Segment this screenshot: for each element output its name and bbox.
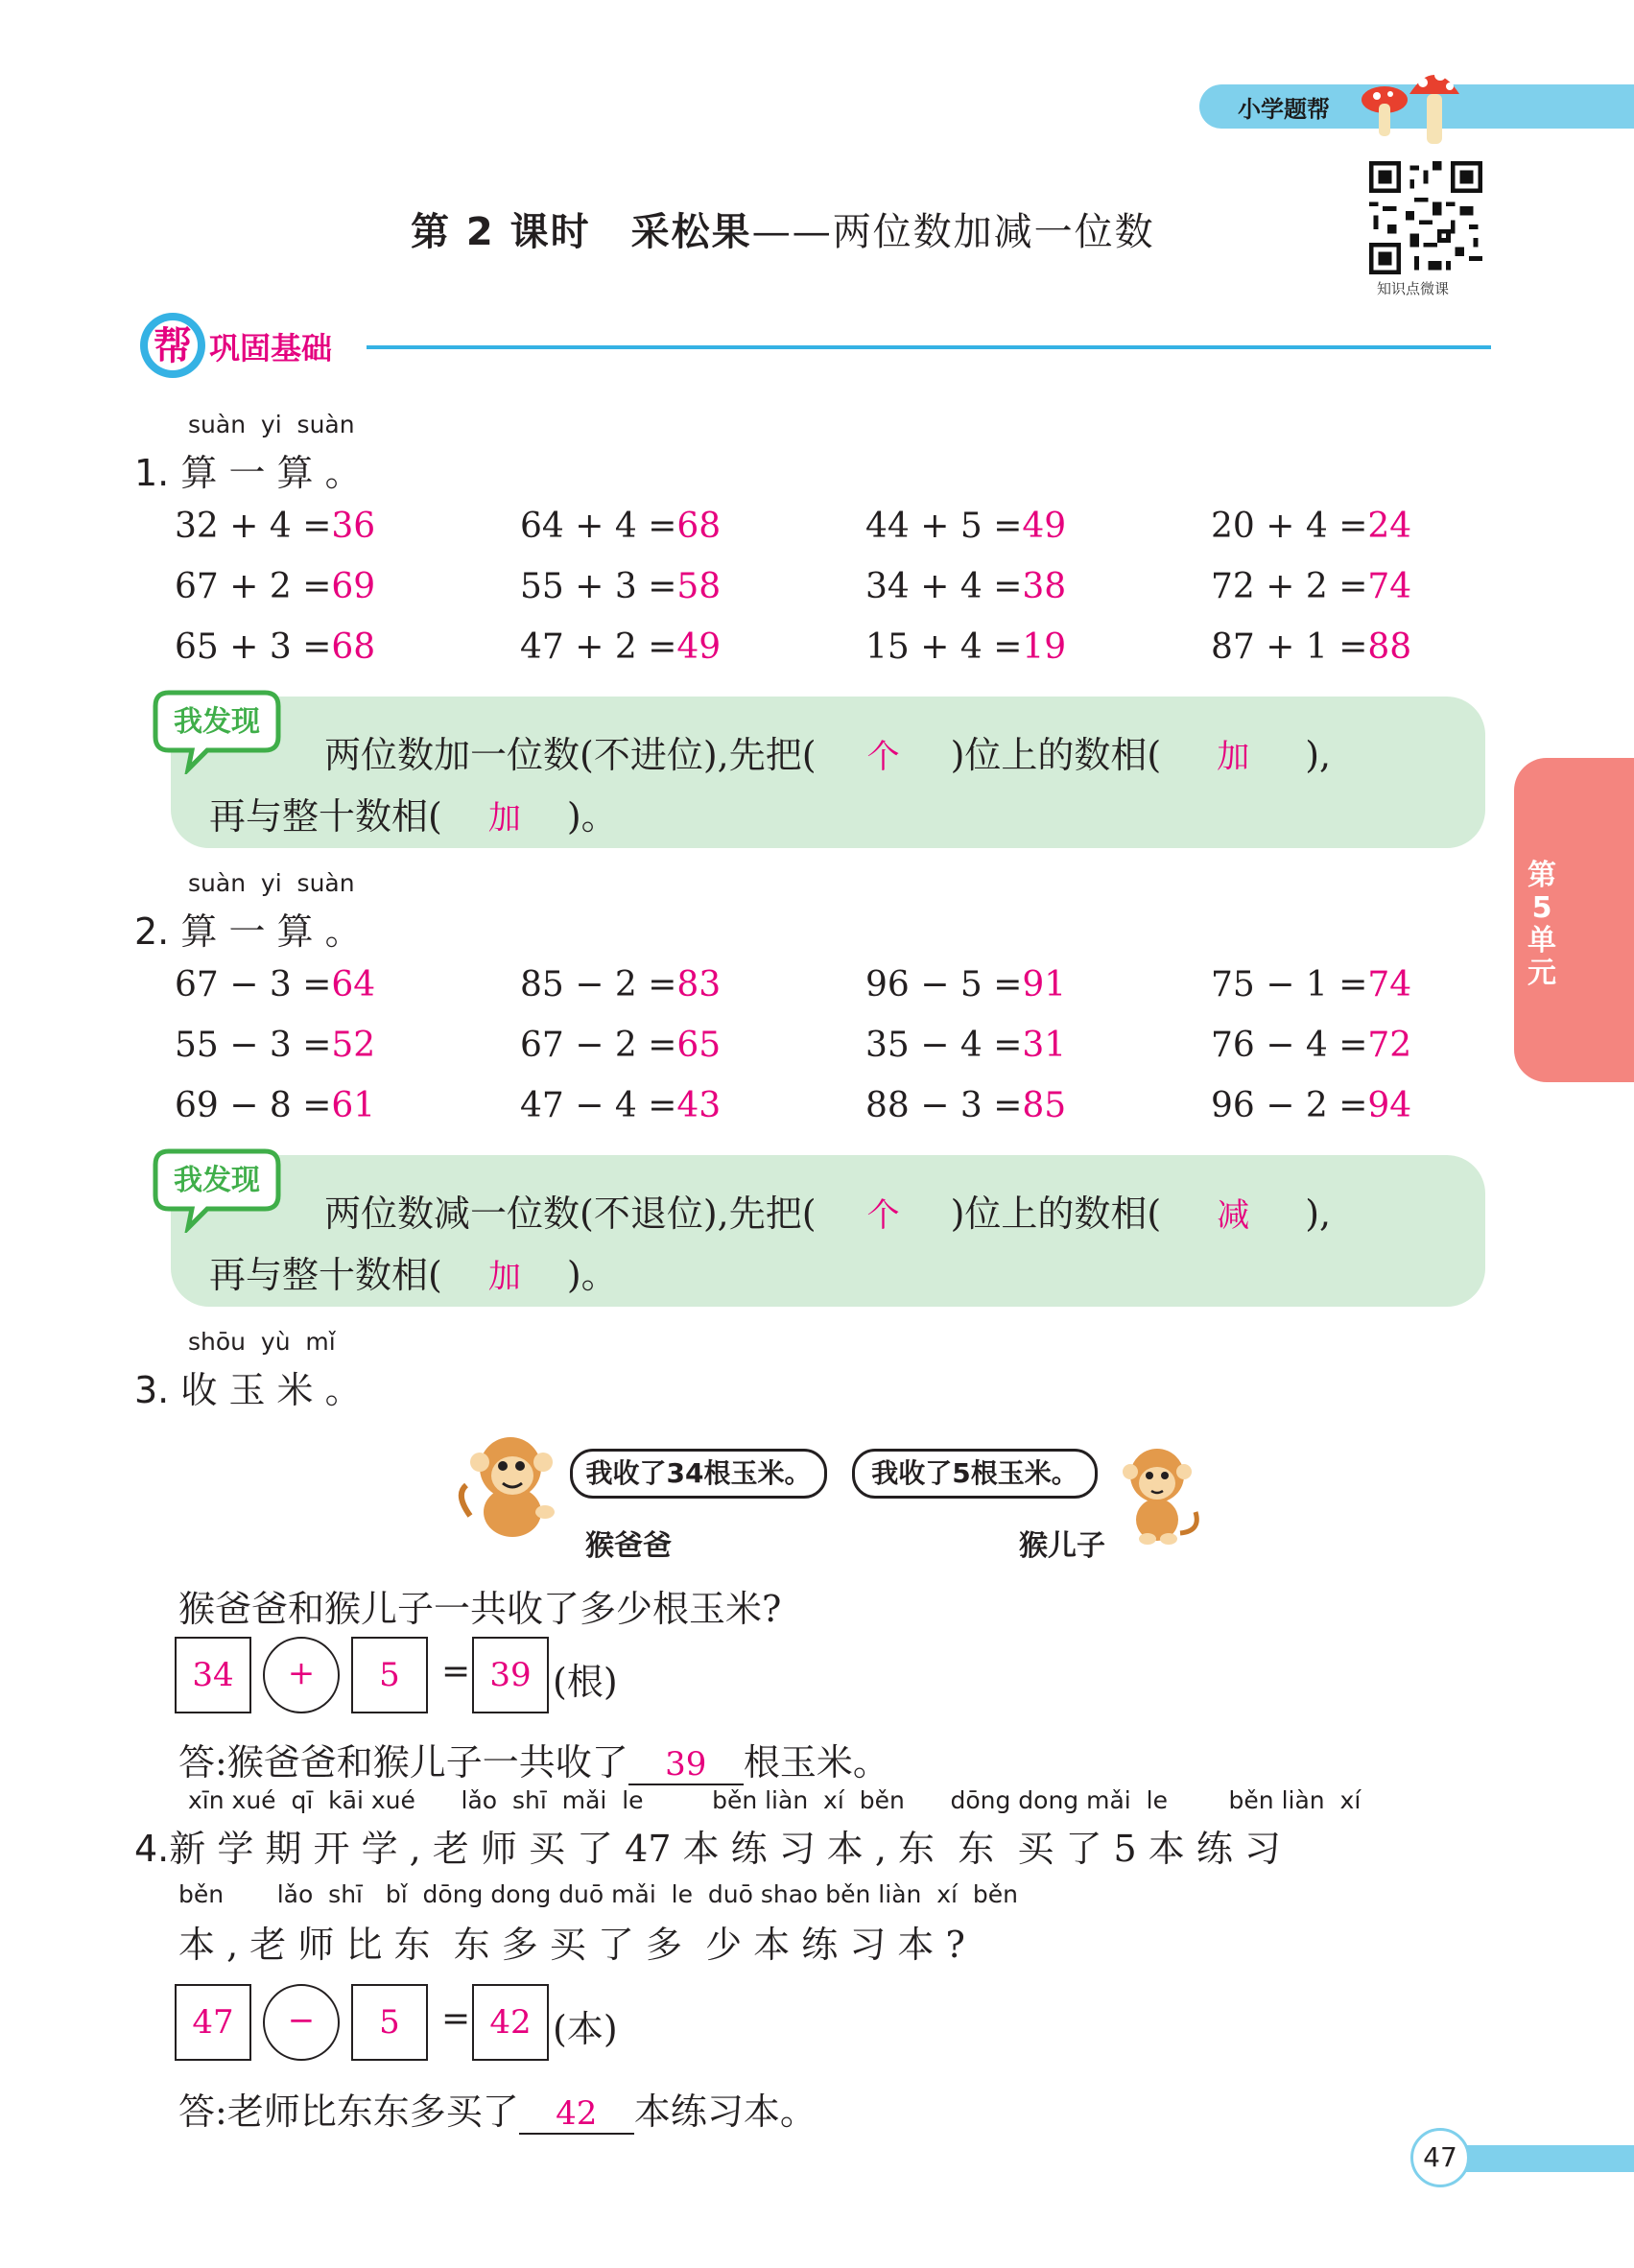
q2-pinyin: suàn yi suàn xyxy=(188,869,355,897)
equation xyxy=(865,1086,1066,1125)
unit-label: (根) xyxy=(553,1661,618,1703)
discover-fill: 个 xyxy=(866,1196,900,1235)
discover-text: ), xyxy=(1305,1193,1332,1235)
unit-label: (本) xyxy=(553,2008,618,2050)
equation xyxy=(520,627,721,667)
equation xyxy=(520,567,721,606)
equation-answer: 38 xyxy=(1022,567,1067,606)
discover-badge-text: 我发现 xyxy=(174,1164,260,1197)
equation-answer: 94 xyxy=(1367,1086,1412,1125)
equation-expr: 44 + 5 = xyxy=(865,507,1023,546)
equation-answer: 74 xyxy=(1367,965,1412,1004)
equation-expr: 85 − 2 = xyxy=(520,965,677,1004)
equation-answer: 65 xyxy=(676,1026,722,1065)
equation xyxy=(1211,965,1411,1004)
q1-text: 算 一 算 。 xyxy=(180,452,362,494)
speech-bubble-son: 我收了5根玉米。 xyxy=(852,1449,1098,1499)
operator-circle[interactable]: − xyxy=(263,1984,340,2061)
monkey-dad-icon xyxy=(453,1428,570,1543)
lesson-title xyxy=(411,201,1155,256)
answer-box[interactable]: 34 xyxy=(175,1637,251,1713)
discover-text: 再与整十数相( xyxy=(209,1254,442,1296)
answer-box[interactable]: 5 xyxy=(351,1637,428,1713)
answer-blank[interactable]: 42 xyxy=(519,2094,634,2135)
answer-text: 根玉米。 xyxy=(743,1741,889,1784)
answer-text: 答:猴爸爸和猴儿子一共收了 xyxy=(178,1741,628,1784)
equation-answer: 68 xyxy=(331,627,376,667)
equation-expr: 55 + 3 = xyxy=(520,567,677,606)
discover-text: )位上的数相( xyxy=(950,734,1162,776)
equation-expr: 64 + 4 = xyxy=(520,507,677,546)
equation-answer: 61 xyxy=(331,1086,376,1125)
discover-fill: 加 xyxy=(1217,738,1250,776)
equation xyxy=(1211,507,1411,546)
answer-box[interactable]: 42 xyxy=(472,1984,549,2061)
equation-expr: 67 + 2 = xyxy=(175,567,332,606)
q4-text-line1: 新 学 期 开 学 , 老 师 买 了 47 本 练 习 本 , 东 东 买 了 5 本 练 习 xyxy=(169,1828,1281,1870)
q4-pinyin-line2: běn lǎo shī bǐ dōng dong duō mǎi le duō shao běn liàn xí běn xyxy=(178,1880,1018,1908)
equation xyxy=(1211,1086,1411,1125)
equation-expr: 47 + 2 = xyxy=(520,627,677,667)
monkey-son-icon xyxy=(1113,1439,1205,1547)
equation-answer: 52 xyxy=(331,1026,376,1065)
equation xyxy=(175,1086,375,1125)
equation xyxy=(1211,1026,1411,1065)
q3-number: 3. xyxy=(134,1369,170,1411)
q4-line2: 本 , 老 师 比 东 东 多 买 了 多 少 本 练 习 本 ? xyxy=(178,1924,965,1966)
equation-answer: 64 xyxy=(331,965,376,1004)
q3-question: 猴爸爸和猴儿子一共收了多少根玉米? xyxy=(178,1588,782,1630)
equation-expr: 67 − 3 = xyxy=(175,965,332,1004)
q1-number: 1. xyxy=(134,452,170,494)
q4-line1 xyxy=(134,1819,1281,1872)
answer-text: 本练习本。 xyxy=(633,2091,817,2133)
equation xyxy=(1211,627,1411,667)
equation xyxy=(175,507,375,546)
discover-fill: 减 xyxy=(1217,1196,1250,1235)
equation-answer: 91 xyxy=(1022,965,1067,1004)
equation-expr: 87 + 1 = xyxy=(1211,627,1368,667)
equation xyxy=(175,1026,375,1065)
answer-box[interactable]: 39 xyxy=(472,1637,549,1713)
qr-caption: 知识点微课 xyxy=(1377,280,1450,297)
q3-answer xyxy=(178,1733,889,1785)
equation-expr: 75 − 1 = xyxy=(1211,965,1368,1004)
equation xyxy=(865,627,1066,667)
equation-expr: 35 − 4 = xyxy=(865,1026,1023,1065)
equation xyxy=(520,1026,721,1065)
equation xyxy=(175,627,375,667)
equation xyxy=(175,965,375,1004)
answer-box[interactable]: 47 xyxy=(175,1984,251,2061)
equation-answer: 85 xyxy=(1022,1086,1067,1125)
equation-answer: 74 xyxy=(1367,567,1412,606)
equation-answer: 49 xyxy=(676,627,722,667)
equation-answer: 19 xyxy=(1022,627,1067,667)
equation-expr: 55 − 3 = xyxy=(175,1026,332,1065)
equation-expr: 65 + 3 = xyxy=(175,627,332,667)
discover-text: )。 xyxy=(566,795,618,838)
equation-expr: 69 − 8 = xyxy=(175,1086,332,1125)
discover-text: )位上的数相( xyxy=(950,1193,1162,1235)
q1-discover-line1 xyxy=(324,725,1331,778)
equation xyxy=(520,965,721,1004)
discover-text: 再与整十数相( xyxy=(209,795,442,838)
mushroom-icon xyxy=(1348,56,1473,152)
equation-answer: 69 xyxy=(331,567,376,606)
discover-fill: 个 xyxy=(866,738,900,776)
equation-answer: 43 xyxy=(676,1086,722,1125)
q3-pinyin: shōu yù mǐ xyxy=(188,1328,336,1356)
answer-text: 答:老师比东东多买了 xyxy=(178,2091,519,2133)
equation xyxy=(865,507,1066,546)
q2-text: 算 一 算 。 xyxy=(180,910,362,953)
equation xyxy=(520,1086,721,1125)
qr-code-icon[interactable] xyxy=(1367,161,1484,274)
q2-number: 2. xyxy=(134,910,170,953)
operator-circle[interactable]: + xyxy=(263,1637,340,1713)
answer-blank[interactable]: 39 xyxy=(628,1745,744,1785)
monkey-dad-name: 猴爸爸 xyxy=(585,1529,672,1563)
section-divider xyxy=(367,345,1491,349)
q4-pinyin-line1: xīn xué qī kāi xué lǎo shī mǎi le běn liàn xí běn dōng dong mǎi le běn liàn xí xyxy=(188,1786,1362,1814)
monkey-son-name: 猴儿子 xyxy=(1019,1529,1105,1563)
equation-answer: 72 xyxy=(1367,1026,1412,1065)
equation-expr: 20 + 4 = xyxy=(1211,507,1368,546)
discover-badge-icon xyxy=(150,683,284,774)
equation-expr: 15 + 4 = xyxy=(865,627,1023,667)
equation-expr: 96 − 5 = xyxy=(865,965,1023,1004)
discover-text: 两位数减一位数(不退位),先把( xyxy=(324,1193,817,1235)
equation xyxy=(865,1026,1066,1065)
discover-fill: 加 xyxy=(487,1258,521,1296)
equation-answer: 88 xyxy=(1367,627,1412,667)
equation-answer: 68 xyxy=(676,507,722,546)
section-badge-text: 帮 xyxy=(154,324,192,368)
discover-text: ), xyxy=(1305,734,1332,776)
q3-text: 收 玉 米 。 xyxy=(180,1369,362,1411)
equation-expr: 76 − 4 = xyxy=(1211,1026,1368,1065)
equation-answer: 24 xyxy=(1367,507,1412,546)
equals-sign: = xyxy=(441,1999,471,2039)
equation xyxy=(520,507,721,546)
equation-expr: 32 + 4 = xyxy=(175,507,332,546)
discover-fill: 加 xyxy=(487,799,521,838)
discover-text: 两位数加一位数(不进位),先把( xyxy=(324,734,817,776)
equation-answer: 49 xyxy=(1022,507,1067,546)
q1-pinyin: suàn yi suàn xyxy=(188,411,355,438)
discover-text: )。 xyxy=(566,1254,618,1296)
equation-answer: 36 xyxy=(331,507,376,546)
equation-expr: 67 − 2 = xyxy=(520,1026,677,1065)
lesson-title-main: 第 2 课时 采松果 xyxy=(411,210,752,254)
equation xyxy=(865,567,1066,606)
q4-number: 4. xyxy=(134,1828,170,1870)
equals-sign: = xyxy=(441,1652,471,1691)
q1-discover-line2 xyxy=(209,787,618,839)
equation xyxy=(865,965,1066,1004)
discover-badge-text: 我发现 xyxy=(174,705,260,739)
section-title: 巩固基础 xyxy=(209,330,333,366)
answer-box[interactable]: 5 xyxy=(351,1984,428,2061)
speech-bubble-dad: 我收了34根玉米。 xyxy=(570,1449,827,1499)
q2-title xyxy=(134,902,362,955)
equation-expr: 96 − 2 = xyxy=(1211,1086,1368,1125)
q4-answer xyxy=(178,2082,817,2135)
q1-title xyxy=(134,443,362,496)
brand-label: 小学题帮 xyxy=(1238,96,1330,123)
equation-expr: 72 + 2 = xyxy=(1211,567,1368,606)
equation-answer: 83 xyxy=(676,965,722,1004)
q3-title xyxy=(134,1360,362,1413)
discover-badge-icon xyxy=(150,1142,284,1233)
equation-expr: 34 + 4 = xyxy=(865,567,1023,606)
q2-discover-line2 xyxy=(209,1245,618,1298)
equation-answer: 58 xyxy=(676,567,722,606)
section-badge-icon xyxy=(134,309,211,384)
q2-discover-line1 xyxy=(324,1184,1331,1237)
equation xyxy=(1211,567,1411,606)
unit-side-tab-label: 第5单元 xyxy=(1527,859,1556,990)
page-number: 47 xyxy=(1410,2128,1470,2187)
lesson-title-sub: ——两位数加减一位数 xyxy=(751,210,1155,254)
equation xyxy=(175,567,375,606)
equation-expr: 47 − 4 = xyxy=(520,1086,677,1125)
equation-expr: 88 − 3 = xyxy=(865,1086,1023,1125)
equation-answer: 31 xyxy=(1022,1026,1067,1065)
